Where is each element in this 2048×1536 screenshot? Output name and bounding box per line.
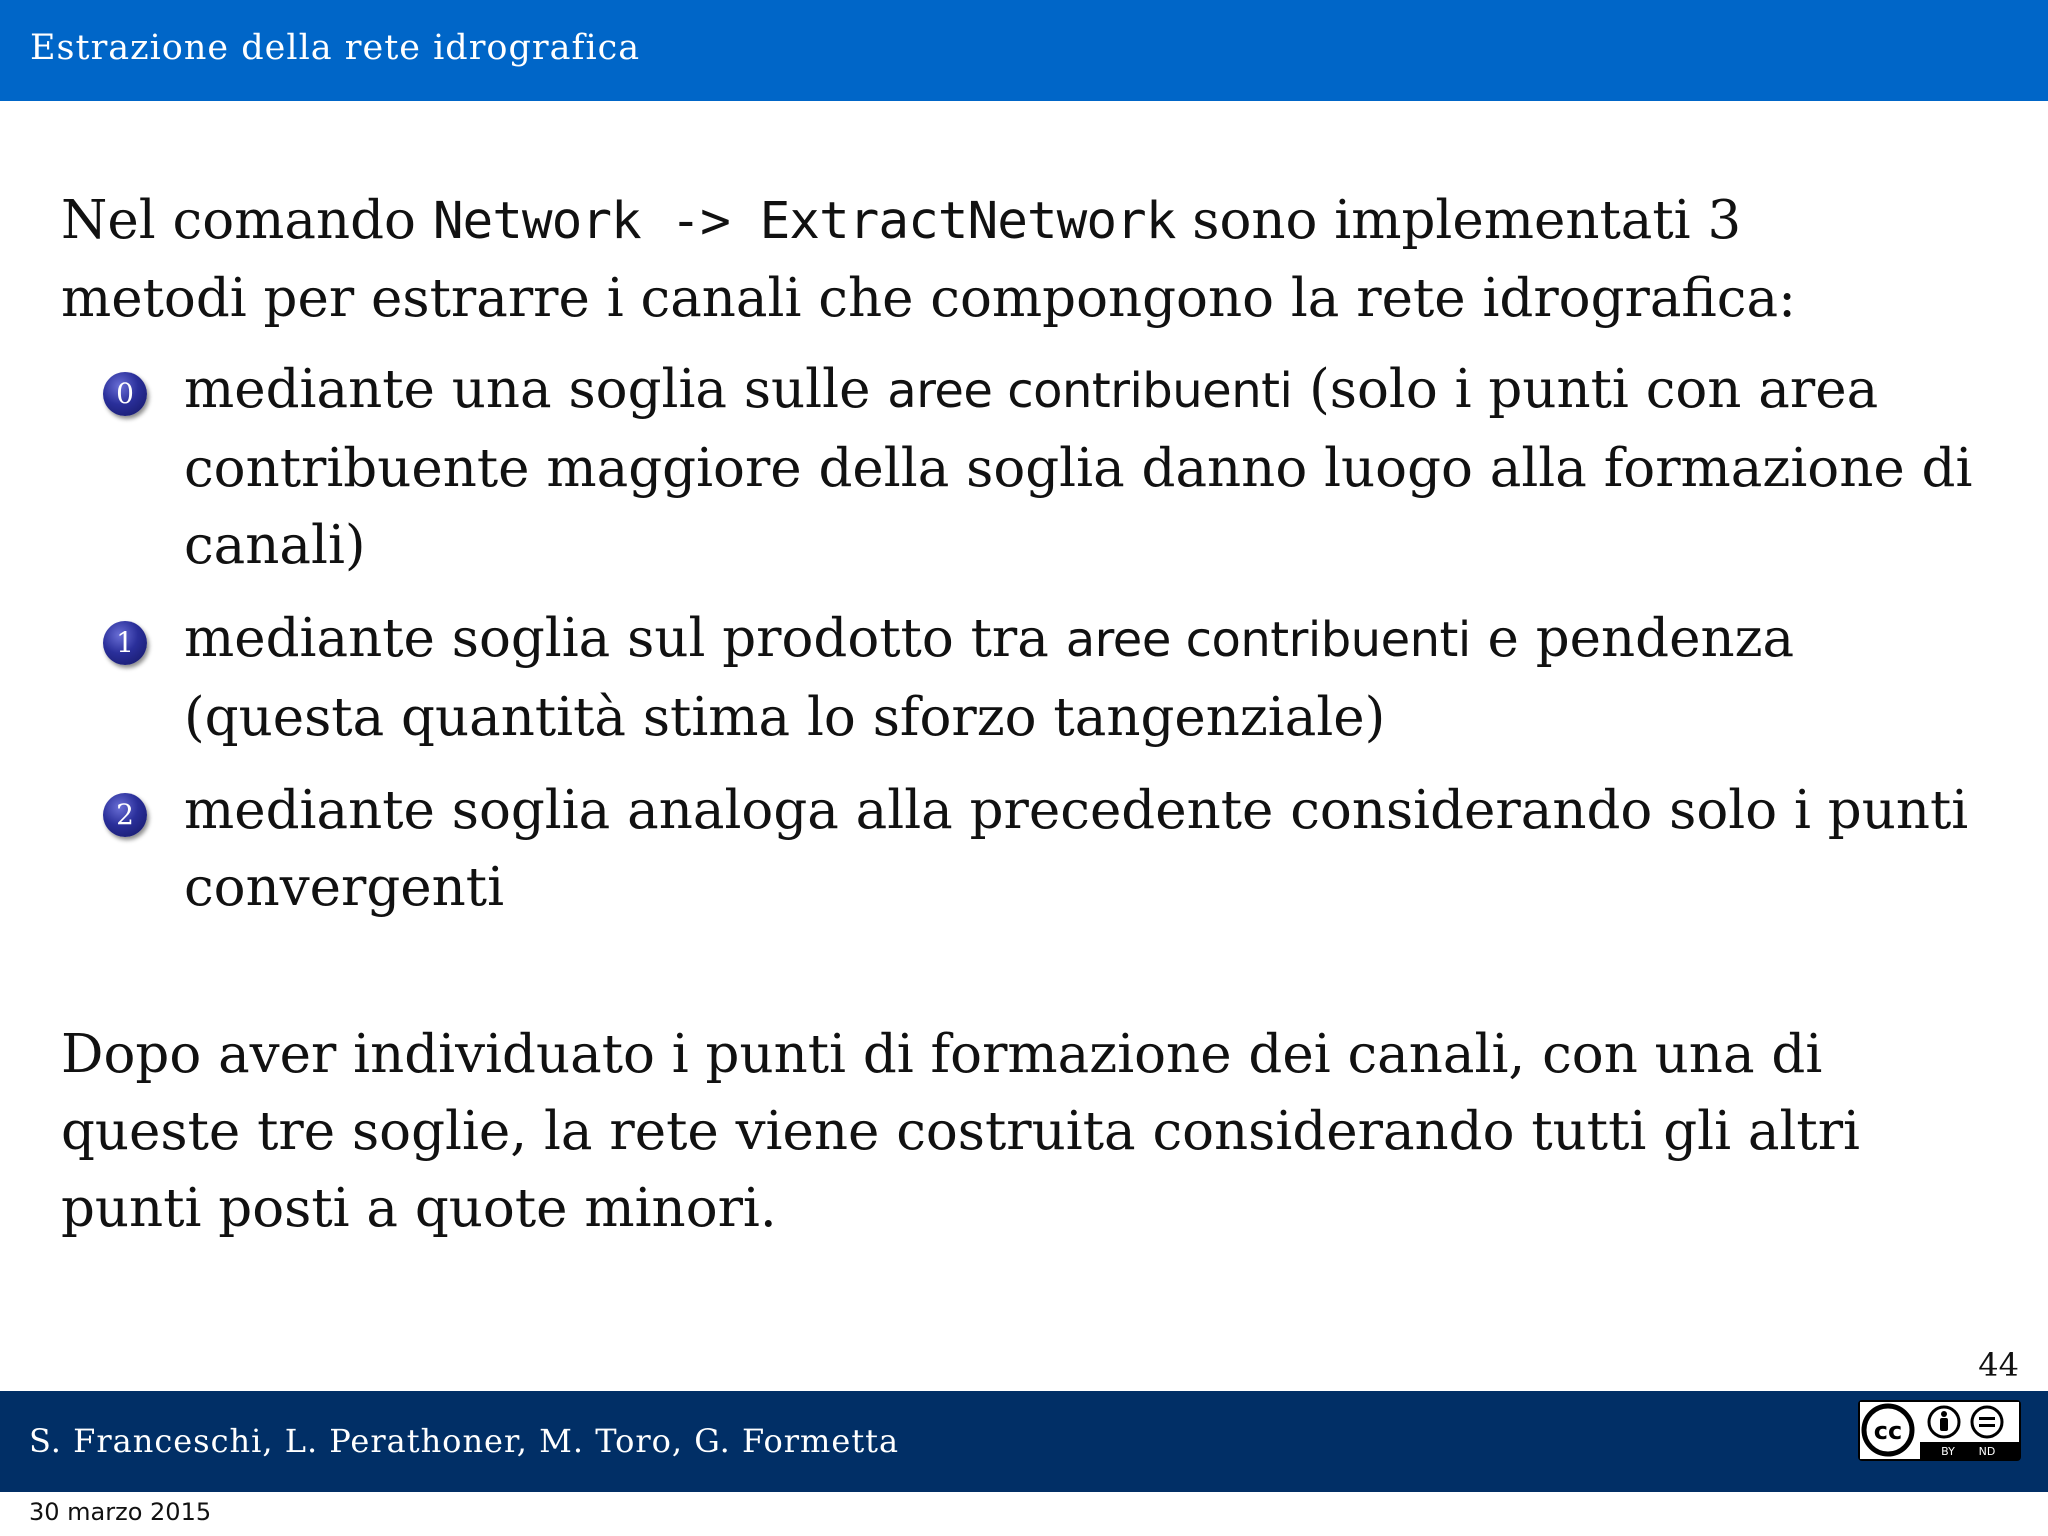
enum-bullet-2: 2 xyxy=(103,793,147,837)
slide-content xyxy=(61,182,2001,1247)
by-attribution-icon xyxy=(1929,1407,1959,1437)
nd-no-derivatives-icon xyxy=(1972,1407,2002,1437)
date-text: 30 marzo 2015 xyxy=(29,1498,212,1526)
slide-title: Estrazione della rete idrografica xyxy=(30,28,641,68)
license-label-nd: ND xyxy=(1978,1445,1996,1458)
svg-text:cc: cc xyxy=(1873,1417,1903,1445)
list-item-method-2: 2 mediante soglia analoga alla precedente considerando solo i punti convergenti xyxy=(61,772,2001,926)
list-item-method-0: 0 mediante una soglia sulle aree contribuenti (solo i punti con area contribuente maggiore della soglia danno luogo alla formazione di canali) xyxy=(61,351,2001,584)
cc-by-nd-icon xyxy=(1860,1402,2019,1459)
list-item-method-1: 1 mediante soglia sul prodotto tra aree contribuenti e pendenza (questa quantità stima lo sforzo tangenziale) xyxy=(61,600,2001,756)
enum-bullet-0: 0 xyxy=(103,372,147,416)
intro-line-2: metodi per estrarre i canali che compongono la rete idrografica: xyxy=(61,268,1796,329)
intro-paragraph xyxy=(61,182,2001,337)
command-text: Network -> ExtractNetwork xyxy=(432,192,1176,251)
enum-bullet-1: 1 xyxy=(103,621,147,665)
license-label-by: BY xyxy=(1941,1445,1955,1458)
page-number: 44 xyxy=(1978,1346,2019,1384)
slide-header xyxy=(0,0,2048,101)
intro-line-1: Nel comando Network -> ExtractNetwork sono implementati 3 xyxy=(61,190,1742,251)
methods-list xyxy=(61,351,2001,926)
authors-text: S. Franceschi, L. Perathoner, M. Toro, G. Formetta xyxy=(29,1422,900,1460)
term-aree-contribuenti: aree contribuenti xyxy=(1065,612,1471,668)
cc-license-badge[interactable] xyxy=(1858,1400,2021,1461)
conclusion-paragraph: Dopo aver individuato i punti di formazione dei canali, con una di queste tre soglie, la rete viene costruita considerando tutti gli altri punti posti a quote minori. xyxy=(61,1024,1860,1239)
term-aree-contribuenti: aree contribuenti xyxy=(887,363,1293,419)
